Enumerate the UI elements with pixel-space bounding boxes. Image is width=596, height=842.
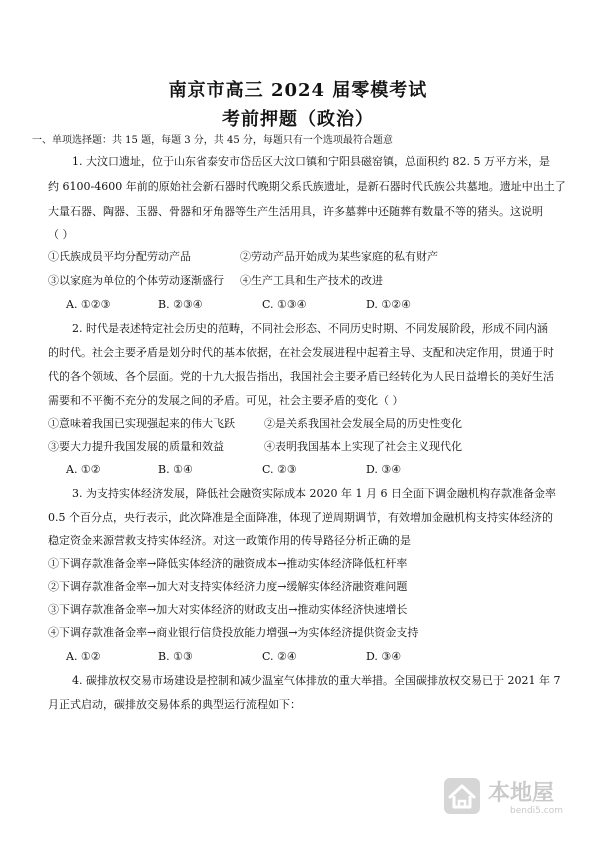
q1-choice-d[interactable]: D. ①②④ — [366, 298, 412, 311]
house-icon — [442, 776, 482, 816]
exam-title: 南京市高三 2024 届零模考试 — [168, 80, 428, 101]
q1-statement-4: ④生产工具和生产技术的改进 — [240, 274, 383, 287]
q1-choice-a[interactable]: A. ①②③ — [66, 298, 111, 311]
q1-stem-line-3: 大量石器、陶器、玉器、骨器和牙角器等生产生活用具，许多墓葬中还随葬有数量不等的猪头。这说明 — [48, 205, 543, 218]
q1-stem-line-4: （ ） — [48, 228, 74, 241]
q2-stem-line-4: 需要和不平衡不充分的发展之间的矛盾。可见，社会主要矛盾的变化（ ） — [48, 394, 404, 407]
q3-path-2: ②下调存款准备金率→加大对支持实体经济力度→缓解实体经济融资难问题 — [48, 580, 408, 593]
q3-choice-c[interactable]: C. ②④ — [262, 650, 297, 663]
q2-statement-1: ①意味着我国已实现强起来的伟大飞跃 — [48, 417, 235, 430]
site-watermark — [442, 774, 582, 822]
exam-subtitle: 考前押题（政治） — [222, 109, 374, 130]
q2-stem-line-2: 的时代。社会主要矛盾是划分时代的基本依据，在社会发展进程中起着主导、支配和决定作用，贯通于时 — [48, 346, 554, 359]
q3-stem-line-3: 稳定资金来源营救支持实体经济。对这一政策作用的传导路径分析正确的是 — [48, 534, 411, 547]
q2-choice-d[interactable]: D. ③④ — [366, 463, 402, 476]
section-heading: 一、单项选择题：共 15 题，每题 3 分，共 45 分，每题只有一个选项最符合题意 — [32, 135, 393, 146]
q3-path-1: ①下调存款准备金率→降低实体经济的融资成本→推动实体经济降低杠杆率 — [48, 557, 408, 570]
q2-stem-line-3: 代的各个领域、各个层面。党的十九大报告指出，我国社会主要矛盾已经转化为人民日益增长的美好生活 — [48, 370, 554, 383]
q1-stem-line-1: 1. 大汶口遗址，位于山东省泰安市岱岳区大汶口镇和宁阳县磁窑镇，总面积约 82. 5 万平方米，是 — [72, 155, 550, 168]
q4-stem-line-1: 4. 碳排放权交易市场建设是控制和减少温室气体排放的重大举措。全国碳排放权交易已于 2021 年 7 — [72, 674, 561, 687]
q3-choice-a[interactable]: A. ①② — [66, 650, 101, 663]
q2-statement-4: ④表明我国基本上实现了社会主义现代化 — [264, 440, 462, 453]
q1-statement-3: ③以家庭为单位的个体劳动逐渐盛行 — [48, 274, 224, 287]
q3-stem-line-1: 3. 为支持实体经济发展，降低社会融资实际成本 2020 年 1 月 6 日全面下调金融机构存款准备金率 — [72, 487, 556, 500]
q1-statement-2: ②劳动产品开始成为某些家庭的私有财产 — [240, 250, 438, 263]
q2-choice-a[interactable]: A. ①② — [66, 463, 101, 476]
q3-path-3: ③下调存款准备金率→加大对实体经济的财政支出→推动实体经济快速增长 — [48, 603, 408, 616]
q3-choice-d[interactable]: D. ③④ — [366, 650, 402, 663]
q1-choice-c[interactable]: C. ①③④ — [262, 298, 307, 311]
q3-choice-b[interactable]: B. ①③ — [158, 650, 193, 663]
watermark-brand: 本地屋 — [488, 781, 555, 806]
q1-stem-line-2: 约 6100-4600 年前的原始社会新石器时代晚期父系氏族遗址，是新石器时代氏族公共墓地。遗址中出土了 — [48, 180, 566, 193]
q3-path-4: ④下调存款准备金率→商业银行信贷投放能力增强→为实体经济提供资金支持 — [48, 626, 419, 639]
q2-statement-2: ②是关系我国社会发展全局的历史性变化 — [264, 417, 462, 430]
q2-statement-3: ③要大力提升我国发展的质量和效益 — [48, 440, 224, 453]
q2-stem-line-1: 2. 时代是表述特定社会历史的范畴，不同社会形态、不同历史时期、不同发展阶段，形成不同内涵 — [72, 322, 548, 335]
q1-choice-b[interactable]: B. ②③④ — [158, 298, 203, 311]
q2-choice-b[interactable]: B. ①④ — [158, 463, 193, 476]
watermark-url: bendi5.com — [510, 806, 563, 816]
q1-statement-1: ①氏族成员平均分配劳动产品 — [48, 250, 191, 263]
q2-choice-c[interactable]: C. ②③ — [262, 463, 297, 476]
q3-stem-line-2: 0.5 个百分点，央行表示，此次降准是全面降准，体现了逆周期调节，有效增加金融机构支持实体经济的 — [48, 511, 553, 524]
q4-stem-line-2: 月正式启动，碳排放交易体系的典型运行流程如下： — [48, 698, 301, 711]
